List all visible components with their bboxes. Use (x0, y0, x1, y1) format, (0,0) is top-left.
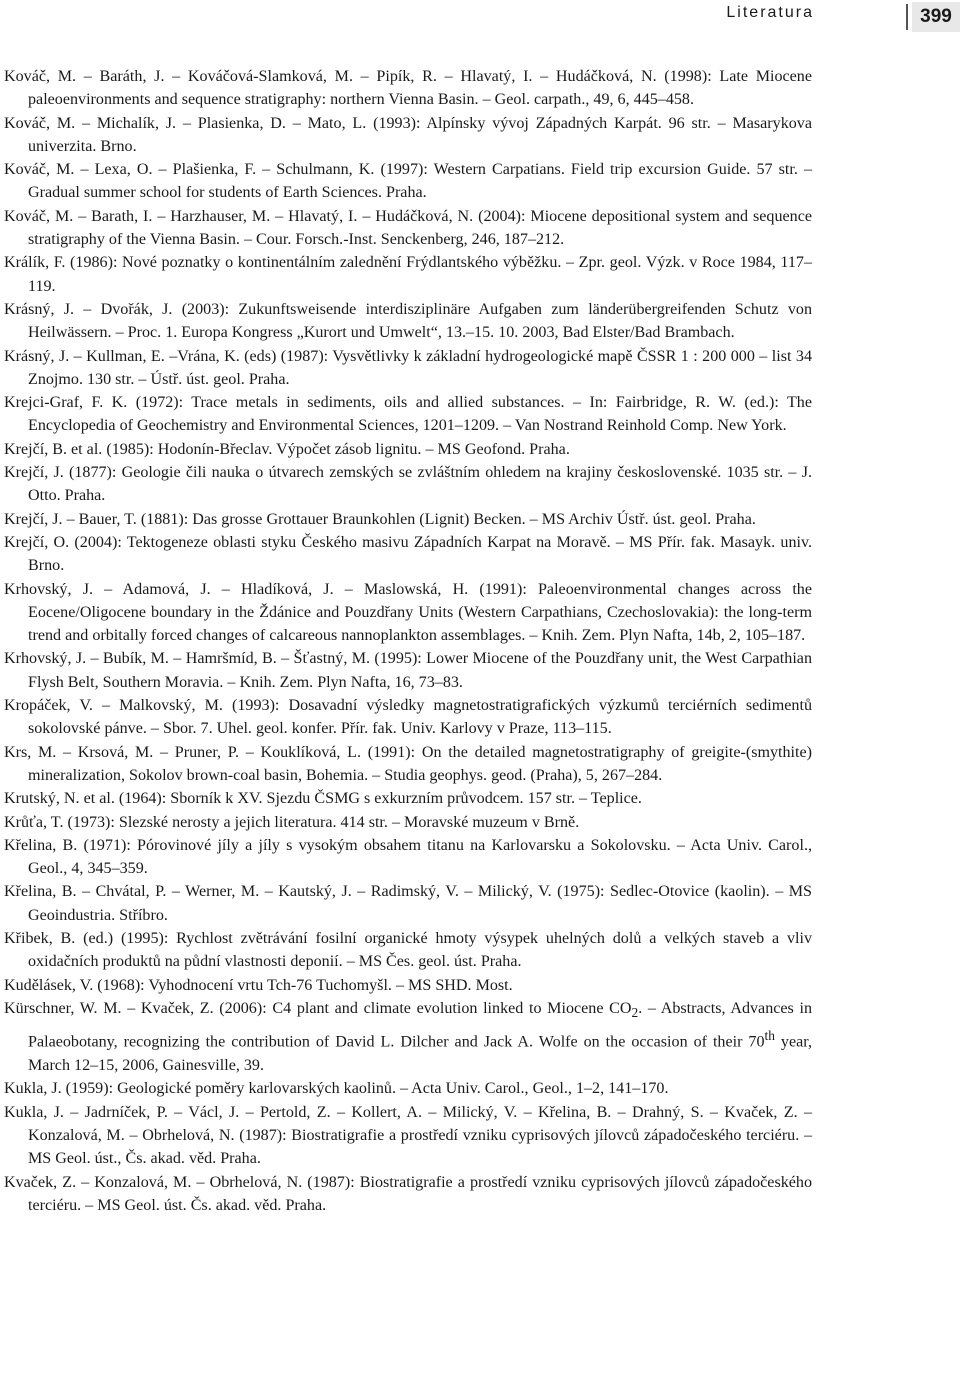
reference-entry: Krejci-Graf, F. K. (1972): Trace metals in sediments, oils and allied substances. – In: Fairbridge, R. W. (ed.): The Encyclopedia of Geochemistry and Environmental Sciences, 1201–1209. – Van Nostrand Reinhold Comp. New York. (4, 394, 812, 435)
running-head-section: Literatura (726, 4, 814, 21)
reference-entry: Kováč, M. – Lexa, O. – Plašienka, F. – Schulmann, K. (1997): Western Carpatians. Field trip excursion Guide. 57 str. – Gradual summer school for students of Earth Sciences. Praha. (4, 161, 812, 202)
reference-entry: Kováč, M. – Baráth, J. – Kováčová-Slamková, M. – Pipík, R. – Hlavatý, I. – Hudáčková, N. (1998): Late Miocene paleoenvironments and sequence stratigraphy: northern Vienna Basin. – Geol. carpath., 49, 6, 445–458. (4, 68, 812, 109)
page-number: 399 (912, 2, 960, 32)
reference-entry: Krejčí, J. – Bauer, T. (1881): Das grosse Grottauer Braunkohlen (Lignit) Becken. – MS Archiv Ústř. úst. geol. Praha. (4, 510, 756, 528)
reference-entry: Křelina, B. – Chvátal, P. – Werner, M. – Kautský, J. – Radimský, V. – Milický, V. (1975): Sedlec-Otovice (kaolin). – MS Geoindustria. Stříbro. (4, 883, 812, 924)
reference-entry: Krejčí, J. (1877): Geologie čili nauka o útvarech zemských se zvláštním ohledem na krajiny československé. 1035 str. – J. Otto. Praha. (4, 464, 812, 505)
header-divider (906, 4, 908, 30)
reference-entry: Kukla, J. – Jadrníček, P. – Václ, J. – Pertold, Z. – Kollert, A. – Milický, V. – Křelina, B. – Drahný, S. – Kvaček, Z. – Konzalová, M. – Obrhelová, N. (1987): Biostratigrafie a prostředí vzniku cyprisových jílovců západočeského terciéru. – MS Geol. úst., Čs. akad. věd. Praha. (4, 1103, 812, 1168)
reference-entry: Kováč, M. – Barath, I. – Harzhauser, M. – Hlavatý, I. – Hudáčková, N. (2004): Miocene depositional system and sequence stratigraphy of the Vienna Basin. – Cour. Forsch.-Inst. Senckenberg, 246, 187–212. (4, 207, 812, 249)
reference-entry: Krásný, J. – Dvořák, J. (2003): Zukunftsweisende interdisziplinäre Aufgaben zum länderübergreifenden Schutz von Heilwässern. – Proc. 1. Europa Kongress „Kurort und Umwelt“, 13.–15. 10. 2003, Bad Elster/Bad Brambach. (4, 300, 812, 342)
reference-text: Kürschner, W. M. – Kvaček, Z. (2006): C4 plant and climate evolution linked to Miocene CO (4, 999, 632, 1017)
reference-entry: Kropáček, V. – Malkovský, M. (1993): Dosavadní výsledky magnetostratigrafických výzkumů terciérních sedimentů sokolovské pánve. – Sbor. 7. Uhel. geol. konfer. Přír. fak. Univ. Karlovy v Praze, 113–115. (4, 697, 812, 738)
reference-entry: Krůťa, T. (1973): Slezské nerosty a jejich literatura. 414 str. – Moravské muzeum v Brně. (4, 813, 580, 831)
reference-entry: Kudělásek, V. (1968): Vyhodnocení vrtu Tch-76 Tuchomyšl. – MS SHD. Most. (4, 976, 513, 994)
reference-entry: Krásný, J. – Kullman, E. –Vrána, K. (eds) (1987): Vysvětlivky k základní hydrogeologické mapě ČSSR 1 : 200 000 – list 34 Znojmo. 130 str. – Ústř. úst. geol. Praha. (4, 347, 812, 388)
page-header (0, 0, 960, 36)
superscript: th (764, 1028, 775, 1044)
reference-list (4, 65, 812, 1217)
reference-entry: Kováč, M. – Michalík, J. – Plasienka, D. – Mato, L. (1993): Alpínsky vývoj Západných Karpát. 96 str. – Masarykova univerzita. Brno. (4, 114, 812, 155)
reference-entry: Krs, M. – Krsová, M. – Pruner, P. – Kouklíková, L. (1991): On the detailed magnetostratigraphy of greigite-(smythite) mineralization, Sokolov brown-coal basin, Bohemia. – Studia geophys. geod. (Praha), 5, 267–284. (4, 743, 812, 784)
reference-entry: Kvaček, Z. – Konzalová, M. – Obrhelová, N. (1987): Biostratigrafie a prostředí vzniku cyprisových jílovců západočeského terciéru. – MS Geol. úst. Čs. akad. věd. Praha. (4, 1173, 812, 1214)
subscript: 2 (631, 1005, 639, 1021)
reference-entry: Králík, F. (1986): Nové poznatky o kontinentálním zalednění Frýdlantského výběžku. – Zpr. geol. Výzk. v Roce 1984, 117–119. (4, 254, 812, 295)
reference-entry: Krhovský, J. – Bubík, M. – Hamršmíd, B. – Šťastný, M. (1995): Lower Miocene of the Pouzdřany unit, the West Carpathian Flysh Belt, Southern Moravia. – Knih. Zem. Plyn Nafta, 16, 73–83. (4, 650, 812, 691)
reference-entry: Křibek, B. (ed.) (1995): Rychlost zvětrávání fosilní organické hmoty výsypek uhelných dolů a velkých staveb a vliv oxidačních produktů na půdní vlastnosti deponií. – MS Čes. geol. úst. Praha. (4, 929, 812, 971)
reference-entry: Krejčí, B. et al. (1985): Hodonín-Břeclav. Výpočet zásob lignitu. – MS Geofond. Praha. (4, 440, 570, 458)
reference-entry: Krhovský, J. – Adamová, J. – Hladíková, J. – Maslowská, H. (1991): Paleoenvironmental changes across the Eocene/Oligocene boundary in the Ždánice and Pouzdřany Units (Western Carpathians, Czechoslovakia): the long-term trend and orbitally forced changes of calcareous nannoplankton assemblages. – Knih. Zem. Plyn Nafta, 14b, 2, 105–187. (4, 580, 812, 645)
reference-entry (4, 997, 812, 1077)
reference-entry: Krejčí, O. (2004): Tektogeneze oblasti styku Českého masivu Západních Karpat na Moravě. – MS Přír. fak. Masayk. univ. Brno. (4, 533, 812, 575)
reference-text: year, March 12–15, 2006, Gainesville, 39. (28, 1033, 812, 1075)
reference-entry: Křelina, B. (1971): Pórovinové jíly a jíly s vysokým obsahem titanu na Karlovarsku a Sokolovsku. – Acta Univ. Carol., Geol., 4, 345–359. (4, 836, 812, 878)
reference-text: . – Abstracts, Advances in Palaeobotany, recognizing the contribution of David L. Dilcher and Jack A. Wolfe on the occasion of their 70 (28, 999, 812, 1051)
reference-entry: Kukla, J. (1959): Geologické poměry karlovarských kaolinů. – Acta Univ. Carol., Geol., 1–2, 141–170. (4, 1080, 669, 1098)
reference-entry: Krutský, N. et al. (1964): Sborník k XV. Sjezdu ČSMG s exkurzním průvodcem. 157 str. – Teplice. (4, 790, 642, 808)
